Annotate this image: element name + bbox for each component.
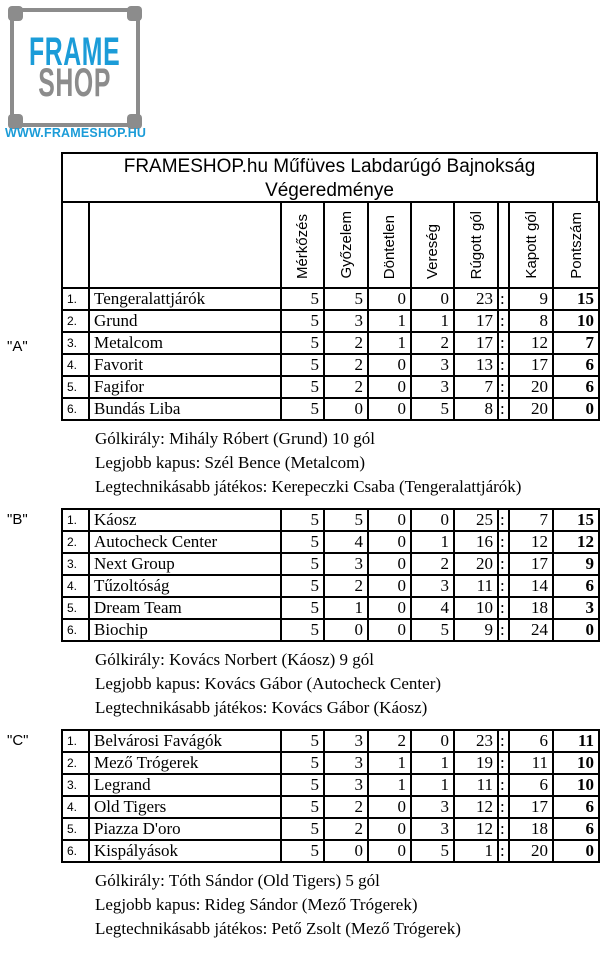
goals-for-cell: 17 xyxy=(454,332,498,354)
rank-cell: 4. xyxy=(62,354,89,376)
rank-cell: 6. xyxy=(62,398,89,420)
draws-cell: 1 xyxy=(368,774,411,796)
draws-cell: 0 xyxy=(368,376,411,398)
rank-cell: 2. xyxy=(62,310,89,332)
most-technical-player-note: Legtechnikásabb játékos: Pető Zsolt (Mező Trógerek) xyxy=(95,919,461,938)
team-cell: Belvárosi Favágók xyxy=(89,730,281,752)
wins-cell: 0 xyxy=(324,840,368,862)
rank-cell: 1. xyxy=(62,509,89,531)
table-row xyxy=(62,354,599,376)
rank-header-cell xyxy=(62,202,89,288)
score-separator: : xyxy=(498,796,509,818)
team-cell: Metalcom xyxy=(89,332,281,354)
score-separator: : xyxy=(498,354,509,376)
goals-against-cell: 11 xyxy=(509,752,553,774)
team-cell: Piazza D'oro xyxy=(89,818,281,840)
goals-for-cell: 12 xyxy=(454,796,498,818)
points-cell: 0 xyxy=(553,840,599,862)
played-cell: 5 xyxy=(281,310,324,332)
group-b-section xyxy=(7,508,598,720)
losses-cell: 3 xyxy=(411,376,454,398)
group-b-label: "B" xyxy=(7,511,28,528)
points-cell: 12 xyxy=(553,531,599,553)
losses-cell: 5 xyxy=(411,840,454,862)
points-cell: 10 xyxy=(553,310,599,332)
goals-against-cell: 6 xyxy=(509,774,553,796)
team-cell: Dream Team xyxy=(89,597,281,619)
played-cell: 5 xyxy=(281,796,324,818)
table-row xyxy=(62,310,599,332)
points-cell: 0 xyxy=(553,398,599,420)
draws-cell: 1 xyxy=(368,332,411,354)
losses-cell: 3 xyxy=(411,354,454,376)
losses-cell: 2 xyxy=(411,553,454,575)
score-separator: : xyxy=(498,531,509,553)
goals-against-header: Kapott gól xyxy=(509,202,553,288)
goals-for-cell: 11 xyxy=(454,575,498,597)
goals-against-cell: 12 xyxy=(509,531,553,553)
losses-cell: 1 xyxy=(411,531,454,553)
goals-against-cell: 18 xyxy=(509,818,553,840)
wins-header: Győzelem xyxy=(324,202,368,288)
group-b-notes xyxy=(95,648,598,720)
wins-cell: 5 xyxy=(324,288,368,310)
goals-against-cell: 17 xyxy=(509,796,553,818)
wins-cell: 2 xyxy=(324,332,368,354)
goals-against-cell: 20 xyxy=(509,840,553,862)
document-title xyxy=(61,152,598,203)
wins-cell: 4 xyxy=(324,531,368,553)
goals-against-cell: 12 xyxy=(509,332,553,354)
goals-against-cell: 18 xyxy=(509,597,553,619)
team-cell: Old Tigers xyxy=(89,796,281,818)
team-cell: Kispályások xyxy=(89,840,281,862)
wins-cell: 2 xyxy=(324,354,368,376)
wins-cell: 3 xyxy=(324,752,368,774)
title-line-2: Végeredménye xyxy=(265,179,394,201)
group-a-table xyxy=(61,201,600,421)
score-separator: : xyxy=(498,730,509,752)
losses-cell: 5 xyxy=(411,398,454,420)
goals-for-cell: 10 xyxy=(454,597,498,619)
points-cell: 9 xyxy=(553,553,599,575)
goals-for-cell: 13 xyxy=(454,354,498,376)
score-separator: : xyxy=(498,376,509,398)
points-cell: 11 xyxy=(553,730,599,752)
rank-cell: 3. xyxy=(62,332,89,354)
table-row xyxy=(62,398,599,420)
score-separator: : xyxy=(498,575,509,597)
score-separator: : xyxy=(498,553,509,575)
table-row xyxy=(62,796,599,818)
table-row xyxy=(62,597,599,619)
wins-cell: 0 xyxy=(324,398,368,420)
separator-header-cell xyxy=(498,202,509,288)
goals-against-cell: 20 xyxy=(509,398,553,420)
draws-cell: 0 xyxy=(368,818,411,840)
draws-cell: 0 xyxy=(368,553,411,575)
group-c-label: "C" xyxy=(7,732,29,749)
best-goalkeeper-note: Legjobb kapus: Kovács Gábor (Autocheck Center) xyxy=(95,674,442,693)
goals-against-cell: 14 xyxy=(509,575,553,597)
goals-against-cell: 6 xyxy=(509,730,553,752)
team-cell: Grund xyxy=(89,310,281,332)
points-cell: 6 xyxy=(553,818,599,840)
points-cell: 0 xyxy=(553,619,599,641)
losses-cell: 3 xyxy=(411,575,454,597)
points-cell: 6 xyxy=(553,796,599,818)
wins-cell: 3 xyxy=(324,774,368,796)
rank-cell: 4. xyxy=(62,796,89,818)
played-cell: 5 xyxy=(281,774,324,796)
goals-for-cell: 20 xyxy=(454,553,498,575)
goals-for-cell: 9 xyxy=(454,619,498,641)
goals-for-cell: 12 xyxy=(454,818,498,840)
score-separator: : xyxy=(498,818,509,840)
score-separator: : xyxy=(498,509,509,531)
rank-cell: 2. xyxy=(62,531,89,553)
group-a-label: "A" xyxy=(7,338,28,355)
played-cell: 5 xyxy=(281,597,324,619)
draws-cell: 0 xyxy=(368,597,411,619)
rank-cell: 5. xyxy=(62,818,89,840)
goals-against-cell: 24 xyxy=(509,619,553,641)
wins-cell: 0 xyxy=(324,619,368,641)
draws-cell: 0 xyxy=(368,531,411,553)
table-row xyxy=(62,818,599,840)
losses-cell: 1 xyxy=(411,752,454,774)
table-row xyxy=(62,288,599,310)
best-goalkeeper-note: Legjobb kapus: Rideg Sándor (Mező Trógerek) xyxy=(95,895,418,914)
top-scorer-note: Gólkirály: Mihály Róbert (Grund) 10 gól xyxy=(95,429,375,448)
draws-cell: 1 xyxy=(368,752,411,774)
played-cell: 5 xyxy=(281,354,324,376)
losses-cell: 1 xyxy=(411,774,454,796)
frame-corner-icon xyxy=(127,6,142,21)
goals-for-cell: 16 xyxy=(454,531,498,553)
score-separator: : xyxy=(498,752,509,774)
losses-cell: 1 xyxy=(411,310,454,332)
rank-cell: 5. xyxy=(62,376,89,398)
played-cell: 5 xyxy=(281,553,324,575)
rank-cell: 2. xyxy=(62,752,89,774)
team-cell: Fagifor xyxy=(89,376,281,398)
draws-cell: 0 xyxy=(368,840,411,862)
played-cell: 5 xyxy=(281,531,324,553)
table-row xyxy=(62,619,599,641)
most-technical-player-note: Legtechnikásabb játékos: Kovács Gábor (Káosz) xyxy=(95,698,428,717)
team-cell: Tengeralattjárók xyxy=(89,288,281,310)
played-cell: 5 xyxy=(281,288,324,310)
played-cell: 5 xyxy=(281,575,324,597)
losses-cell: 2 xyxy=(411,332,454,354)
played-cell: 5 xyxy=(281,332,324,354)
draws-cell: 0 xyxy=(368,575,411,597)
group-a-section xyxy=(7,201,598,499)
goals-against-cell: 9 xyxy=(509,288,553,310)
frameshop-logo xyxy=(0,0,170,150)
logo-wordmark xyxy=(29,29,121,105)
goals-against-cell: 17 xyxy=(509,354,553,376)
wins-cell: 2 xyxy=(324,796,368,818)
played-cell: 5 xyxy=(281,840,324,862)
played-cell: 5 xyxy=(281,376,324,398)
table-row xyxy=(62,730,599,752)
wins-cell: 1 xyxy=(324,597,368,619)
goals-for-cell: 19 xyxy=(454,752,498,774)
points-cell: 3 xyxy=(553,597,599,619)
played-cell: 5 xyxy=(281,730,324,752)
played-cell: 5 xyxy=(281,619,324,641)
rank-cell: 1. xyxy=(62,288,89,310)
goals-for-cell: 23 xyxy=(454,730,498,752)
team-cell: Legrand xyxy=(89,774,281,796)
losses-cell: 0 xyxy=(411,730,454,752)
group-c-section xyxy=(7,729,598,941)
score-separator: : xyxy=(498,774,509,796)
title-line-1: FRAMESHOP.hu Műfüves Labdarúgó Bajnokság xyxy=(123,156,536,177)
score-separator: : xyxy=(498,619,509,641)
table-row xyxy=(62,553,599,575)
goals-for-cell: 25 xyxy=(454,509,498,531)
goals-for-cell: 1 xyxy=(454,840,498,862)
goals-for-cell: 17 xyxy=(454,310,498,332)
table-row xyxy=(62,531,599,553)
draws-cell: 0 xyxy=(368,398,411,420)
team-header-cell xyxy=(89,202,281,288)
group-c-notes xyxy=(95,869,598,941)
goals-against-cell: 17 xyxy=(509,553,553,575)
table-row xyxy=(62,332,599,354)
top-scorer-note: Gólkirály: Tóth Sándor (Old Tigers) 5 gól xyxy=(95,871,380,890)
draws-cell: 0 xyxy=(368,288,411,310)
wins-cell: 2 xyxy=(324,376,368,398)
picture-frame-icon xyxy=(10,8,140,127)
rank-cell: 5. xyxy=(62,597,89,619)
most-technical-player-note: Legtechnikásabb játékos: Kerepeczki Csaba (Tengeralattjárók) xyxy=(95,477,522,496)
score-separator: : xyxy=(498,597,509,619)
rank-cell: 3. xyxy=(62,774,89,796)
wins-cell: 5 xyxy=(324,509,368,531)
rank-cell: 4. xyxy=(62,575,89,597)
wins-cell: 2 xyxy=(324,575,368,597)
goals-against-cell: 20 xyxy=(509,376,553,398)
wins-cell: 3 xyxy=(324,730,368,752)
losses-cell: 3 xyxy=(411,818,454,840)
best-goalkeeper-note: Legjobb kapus: Szél Bence (Metalcom) xyxy=(95,453,366,472)
losses-cell: 0 xyxy=(411,509,454,531)
losses-header: Vereség xyxy=(411,202,454,288)
draws-cell: 0 xyxy=(368,354,411,376)
score-separator: : xyxy=(498,310,509,332)
score-separator: : xyxy=(498,398,509,420)
team-cell: Favorit xyxy=(89,354,281,376)
draws-cell: 0 xyxy=(368,619,411,641)
score-separator: : xyxy=(498,332,509,354)
goals-for-cell: 23 xyxy=(454,288,498,310)
played-cell: 5 xyxy=(281,398,324,420)
group-c-table xyxy=(61,729,600,863)
goals-for-header: Rúgott gól xyxy=(454,202,498,288)
points-cell: 10 xyxy=(553,774,599,796)
goals-for-cell: 8 xyxy=(454,398,498,420)
team-cell: Next Group xyxy=(89,553,281,575)
points-cell: 10 xyxy=(553,752,599,774)
draws-cell: 0 xyxy=(368,796,411,818)
goals-against-cell: 8 xyxy=(509,310,553,332)
logo-website-url: WWW.FRAMESHOP.HU xyxy=(5,126,147,140)
rank-cell: 6. xyxy=(62,619,89,641)
frame-corner-icon xyxy=(8,6,23,21)
rank-cell: 1. xyxy=(62,730,89,752)
points-header: Pontszám xyxy=(553,202,599,288)
table-row xyxy=(62,840,599,862)
points-cell: 15 xyxy=(553,288,599,310)
logo-word-frame: FRAME xyxy=(29,29,121,74)
losses-cell: 3 xyxy=(411,796,454,818)
points-cell: 6 xyxy=(553,376,599,398)
played-cell: 5 xyxy=(281,752,324,774)
score-separator: : xyxy=(498,288,509,310)
team-cell: Tűzoltóság xyxy=(89,575,281,597)
logo-word-shop: SHOP xyxy=(38,60,112,105)
table-row xyxy=(62,774,599,796)
team-cell: Bundás Liba xyxy=(89,398,281,420)
losses-cell: 4 xyxy=(411,597,454,619)
goals-for-cell: 7 xyxy=(454,376,498,398)
goals-against-cell: 7 xyxy=(509,509,553,531)
draws-cell: 2 xyxy=(368,730,411,752)
rank-cell: 3. xyxy=(62,553,89,575)
table-row xyxy=(62,376,599,398)
group-b-table xyxy=(61,508,600,642)
team-cell: Autocheck Center xyxy=(89,531,281,553)
losses-cell: 5 xyxy=(411,619,454,641)
group-a-notes xyxy=(95,427,598,499)
table-row xyxy=(62,575,599,597)
top-scorer-note: Gólkirály: Kovács Norbert (Káosz) 9 gól xyxy=(95,650,375,669)
column-header-row xyxy=(62,202,599,288)
results-document xyxy=(7,152,598,950)
wins-cell: 3 xyxy=(324,310,368,332)
goals-for-cell: 11 xyxy=(454,774,498,796)
losses-cell: 0 xyxy=(411,288,454,310)
points-cell: 15 xyxy=(553,509,599,531)
points-cell: 7 xyxy=(553,332,599,354)
wins-cell: 3 xyxy=(324,553,368,575)
rank-cell: 6. xyxy=(62,840,89,862)
draws-header: Döntetlen xyxy=(368,202,411,288)
team-cell: Káosz xyxy=(89,509,281,531)
played-cell: 5 xyxy=(281,818,324,840)
points-cell: 6 xyxy=(553,354,599,376)
matches-header: Mérkőzés xyxy=(281,202,324,288)
points-cell: 6 xyxy=(553,575,599,597)
draws-cell: 1 xyxy=(368,310,411,332)
table-row xyxy=(62,509,599,531)
team-cell: Biochip xyxy=(89,619,281,641)
played-cell: 5 xyxy=(281,509,324,531)
wins-cell: 2 xyxy=(324,818,368,840)
team-cell: Mező Trógerek xyxy=(89,752,281,774)
draws-cell: 0 xyxy=(368,509,411,531)
score-separator: : xyxy=(498,840,509,862)
table-row xyxy=(62,752,599,774)
